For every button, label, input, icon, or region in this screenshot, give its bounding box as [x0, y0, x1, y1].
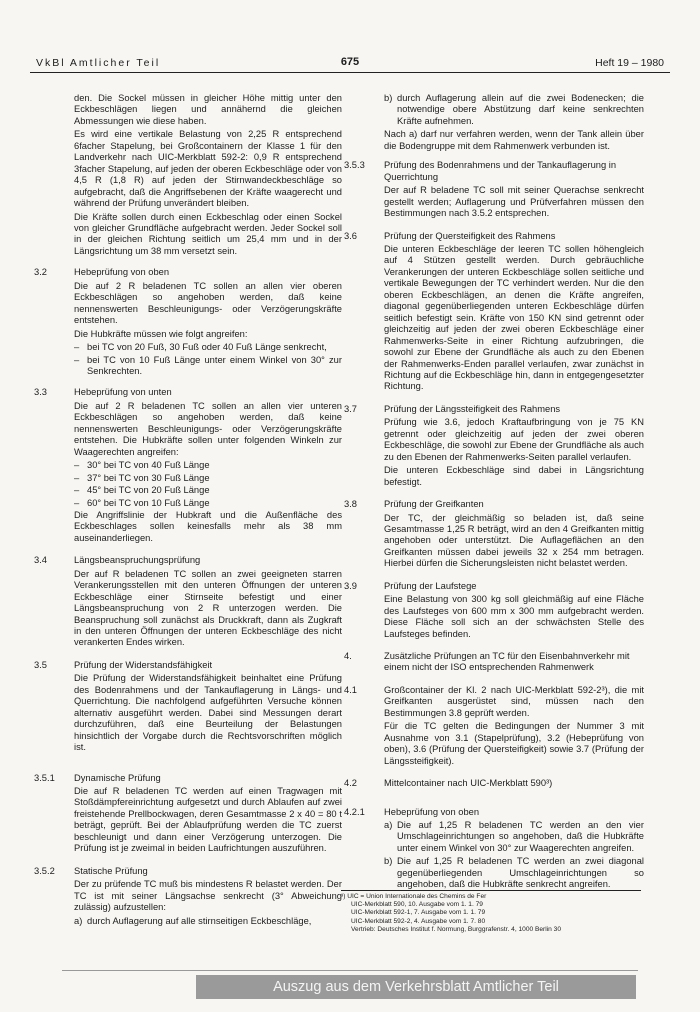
section-number: 3.8	[344, 499, 357, 510]
section-number: 3.5.3	[344, 160, 365, 171]
section-title: Hebeprüfung von unten	[74, 387, 172, 398]
section-number: 3.6	[344, 230, 357, 241]
section-3-8	[344, 499, 644, 572]
section-title: Prüfung der Laufstege	[384, 580, 477, 591]
section-4-2-1	[344, 807, 644, 893]
section-number: 3.5.2	[34, 865, 55, 876]
paragraph: Die auf 2 R beladenen TC sollen an allen vier unteren Eckbeschlägen so angehoben werden, daß keine nennenswerten Beschleunigungs- oder Verzögerungskräfte entstehen. Die Hubkräfte sollen unter folgenden Winkeln zur Waagerechten angreifen:	[74, 400, 342, 457]
section-number: 4.2.1	[344, 806, 365, 817]
section-3-5	[34, 660, 342, 756]
section-3-5-2-continuation	[344, 93, 644, 152]
paragraph: Prüfung wie 3.6, jedoch Kraftaufbringung von je 75 KN getrennt oder gleichzeitig auf jeden der zwei oberen Eckbeschläge, die sowohl zur Ebene der Grundfläche als auch zu den Ebenen der Rahmenwerks-Seiten parallel verlaufen.	[384, 417, 644, 462]
section-title: Großcontainer der Kl. 2 nach UIC-Merkblatt 592-2³), die mit Greifkanten ausgerüstet sind, müssen nach den Bestimmungen 3.8 geprüft werden.	[384, 684, 644, 718]
paragraph: Nach a) darf nur verfahren werden, wenn der Tank allein über die Bodengruppe mit dem Rahmenwerk verbunden ist.	[384, 129, 644, 151]
list-item: – 30° bei TC von 40 Fuß Länge	[74, 460, 210, 471]
list-item: – bei TC von 10 Fuß Länge unter einem Winkel von 30° zur Senkrechten.	[74, 354, 342, 376]
section-3-9	[344, 581, 644, 642]
section-title: Hebeprüfung von oben	[384, 806, 480, 817]
paragraph: Die auf R beladenen TC werden auf einen Tragwagen mit Stoßdämpfereinrichtung aufgesetzt und durch Ablaufen auf zwei freistehende Prellbockwagen, deren Gesamtmasse 2 x 40 = 80 t beträgt, geprüft. Bei der Ablaufprüfung werden die TC zuerst beschleunigt und dann einer Verzögerung unterzogen. Die Prüfung ist je zweimal in beiden Laufrichtungen auszuführen.	[74, 786, 342, 854]
paragraph: Die Hubkräfte müssen wie folgt angreifen:	[74, 328, 248, 339]
section-title: Prüfung des Bodenrahmens und der Tankauflagerung in Querrichtung	[384, 160, 617, 182]
section-3-3	[34, 387, 342, 546]
section-4-1	[344, 685, 644, 769]
section-number: 3.9	[344, 580, 357, 591]
list-item: – 60° bei TC von 10 Fuß Länge	[74, 497, 210, 508]
section-number: 3.2	[34, 267, 47, 278]
section-number: 4.	[344, 651, 352, 662]
intro-continuation	[34, 93, 342, 257]
journal-name: VkBl Amtlicher Teil	[36, 57, 161, 69]
section-3-7	[344, 404, 644, 490]
list-item: b) durch Auflagerung allein auf die zwei Bodenecken; die notwendige obere Abstützung darf keine senkrechten Kräfte aufnehmen.	[384, 93, 644, 126]
right-column	[344, 93, 644, 902]
list-item: – 37° bei TC von 30 Fuß Länge	[74, 472, 210, 483]
paragraph: Die unteren Eckbeschläge der leeren TC sollen höhengleich auf 4 Stützen gestellt werden. Durch gebräuchliche Verankerungen der unteren Eckbeschläge sollen seitliche und vertikale Bewegungen der TC verhindert werden. Nur die den oberen Eckbeschlägen, an denen die Kräfte angreifen, diagonal gegenüberliegenden unteren Eckbeschläge dürfen seitlich befestigt sein. Kräfte von 150 KN sind getrennt oder gleichzeitig auf jeden der zwei oberen Eckbeschläge einer Rahmenwerks-Seite in einer Richtung aufzubringen, die sowohl zur Ebene der Grundfläche als auch zu den Ebenen der Rahmenwerks-Enden parallel verlaufen, zwar zunächst in Richtung auf die Eckbeschläge hin, dann in entgegengesetzter Richtung.	[384, 243, 644, 392]
section-number: 3.7	[344, 403, 357, 414]
section-title: Prüfung der Greifkanten	[384, 499, 484, 510]
section-title: Hebeprüfung von oben	[74, 267, 170, 278]
left-column	[34, 93, 342, 938]
section-number: 3.5.1	[34, 772, 55, 783]
issue-label: Heft 19 – 1980	[595, 57, 664, 69]
footnote-line: Vertrieb: Deutsches Institut f. Normung, Burggrafenstr. 4, 1000 Berlin 30	[351, 925, 562, 933]
section-number: 3.3	[34, 387, 47, 398]
list-item: a) Die auf 1,25 R beladenen TC werden an den vier Umschlageinrichtungen so angehoben, daß die Hubkräfte unter einem Winkel von 30° zur Waagerechten angreifen.	[384, 820, 644, 853]
paragraph: Der auf R beladene TC soll mit seiner Querachse senkrecht gestellt werden; Auflagerung und Prüfverfahren müssen den Bestimmungen nach 3.5.2 entsprechen.	[384, 185, 644, 219]
paragraph: Die Kräfte sollen durch einen Eckbeschlag oder einen Sockel von gleicher Grundfläche aufgebracht werden. Jeder Sockel soll in der gleichen Richtung seitlich um 25,4 mm und in der Längsrichtung um 38 mm versetzt sein.	[74, 211, 342, 256]
section-3-4	[34, 555, 342, 651]
section-number: 3.4	[34, 555, 47, 566]
footnote-line: UIC-Merkblatt 592-1, 7. Ausgabe vom 1. 1. 79	[351, 909, 486, 917]
section-title: Zusätzliche Prüfungen an TC für den Eisenbahnverkehr mit einem nicht der ISO entsprechenden Rahmenwerk	[384, 651, 630, 673]
footer-banner: Auszug aus dem Verkehrsblatt Amtlicher Teil	[196, 975, 636, 999]
page-header	[30, 54, 670, 73]
section-title: Längsbeanspruchungsprüfung	[74, 555, 201, 566]
section-3-5-2	[34, 866, 342, 929]
section-title: Statische Prüfung	[74, 865, 148, 876]
paragraph: Die auf 2 R beladenen TC sollen an allen vier oberen Eckbeschlägen so angehoben werden, daß keine nennenswerten Beschleunigungs- oder Verzögerungskräfte entstehen.	[74, 280, 342, 326]
paragraph: Die Prüfung der Widerstandsfähigkeit beinhaltet eine Prüfung des Bodenrahmens und der Tankauflagerung in Längs- und Querrichtung. Die nachfolgend aufgeführten Versuche können alternativ ausgeführt werden. Dabei sind Messungen derart durchzuführen, daß eine Beurteilung der Belastungen hinsichtlich der Vorgabe durch die Rechtsvorschriften möglich ist.	[74, 673, 342, 753]
footnotes	[341, 890, 641, 934]
section-title: Prüfung der Längssteifigkeit des Rahmens	[384, 403, 561, 414]
paragraph: Für die TC gelten die Bedingungen der Nummer 3 mit Ausnahme von 3.1 (Stapelprüfung), 3.2 (Hebeprüfung von oben), 3.6 (Prüfung der Quersteifigkeit) sowie 3.7 (Prüfung der Längssteifigkeit).	[384, 721, 644, 766]
section-title: Prüfung der Quersteifigkeit des Rahmens	[384, 230, 556, 241]
paragraph: Es wird eine vertikale Belastung von 2,25 R entsprechend 6facher Stapelung, bei Großcontainern der Klasse 1 für den Landverkehr nach UIC-Merkblatt 592-2: 0,9 R entsprechend 3facher Stapelung, auf jeden der oberen Eckbeschläge oder von 4,5 R (1,8 R) auf jeden der Stirnwandeckbeschläge so aufgebracht, daß die Angriffsebenen der Kräfte waagerecht und während der Prüfung unverändert bleiben.	[74, 129, 342, 209]
paragraph: den. Die Sockel müssen in gleicher Höhe mittig unter den Eckbeschlägen liegen und annähernd die gleichen Abmessungen wie diese haben.	[74, 93, 342, 126]
section-number: 4.1	[344, 684, 357, 695]
paragraph: Eine Belastung von 300 kg soll gleichmäßig auf eine Fläche des Laufsteges von 600 mm x 300 mm aufgebracht werden. Diese Fläche soll sich an der schwächsten Stelle des Laufsteges befinden.	[384, 594, 644, 639]
footnote-line: UIC-Merkblatt 592-2, 4. Ausgabe vom 1. 7. 80	[351, 917, 486, 925]
section-3-5-3	[344, 160, 644, 221]
list-item: b) Die auf 1,25 R beladenen TC werden an zwei diagonal gegenüberliegenden Umschlageinrichtungen so angehoben, daß die Hubkräfte senkrecht angreifen.	[384, 856, 644, 890]
footnote-line: ³) UIC = Union Internationale des Chemins de Fer	[341, 893, 487, 900]
paragraph: Der auf R beladenen TC sollen an zwei geeigneten starren Verankerungsstellen mit den unteren Öffnungen der unteren Eckbeschläge einer Stirnseite befestigt und einer Längsbeanspruchung von 2 R unterzogen werden. Die Beanspruchung soll zunächst als Druckkraft, dann als Zugkraft in den unteren Öffnungen der unteren Eckbeschläge des nicht verankerten Endes wirken.	[74, 568, 342, 648]
footnote-line: UIC-Merkblatt 590, 10. Ausgabe vom 1. 1. 79	[351, 901, 483, 909]
paragraph: Die unteren Eckbeschläge sind dabei in Längsrichtung befestigt.	[384, 465, 644, 487]
section-title: Mittelcontainer nach UIC-Merkblatt 590³)	[384, 778, 553, 789]
paragraph: Der TC, der gleichmäßig so beladen ist, daß seine Gesamtmasse 1,25 R beträgt, wird an den 4 Greifkanten mittig angehoben oder unterstützt. Die Auflageflächen an den Greifkanten müssen dabei jeweils 32 x 254 mm betragen. Hierbei dürfen die Sicherungsleisten nicht belastet werden.	[384, 512, 644, 569]
paragraph: Der zu prüfende TC muß bis mindestens R belastet werden. Der TC ist mit seiner Längsachse senkrecht (3° Abweichung zulässig) aufzustellen:	[74, 879, 342, 913]
list-item: – bei TC von 20 Fuß, 30 Fuß oder 40 Fuß Länge senkrecht,	[74, 342, 327, 353]
page-number: 675	[340, 56, 360, 68]
section-number: 3.5	[34, 659, 47, 670]
section-3-6	[344, 231, 644, 395]
list-item: – 45° bei TC von 20 Fuß Länge	[74, 485, 210, 496]
section-3-2	[34, 267, 342, 378]
list-item: a) durch Auflagerung auf alle stirnseitigen Eckbeschläge,	[74, 915, 312, 926]
paragraph: Die Angriffslinie der Hubkraft und die Außenfläche des Eckbeschlages sollen keinesfalls mehr als 38 mm auseinanderliegen.	[74, 509, 342, 543]
footer-rule	[62, 970, 638, 971]
section-4-2	[344, 778, 644, 791]
section-title: Prüfung der Widerstandsfähigkeit	[74, 659, 213, 670]
section-number: 4.2	[344, 778, 357, 789]
section-3-5-1	[34, 773, 342, 857]
section-4	[344, 651, 644, 676]
section-title: Dynamische Prüfung	[74, 772, 161, 783]
